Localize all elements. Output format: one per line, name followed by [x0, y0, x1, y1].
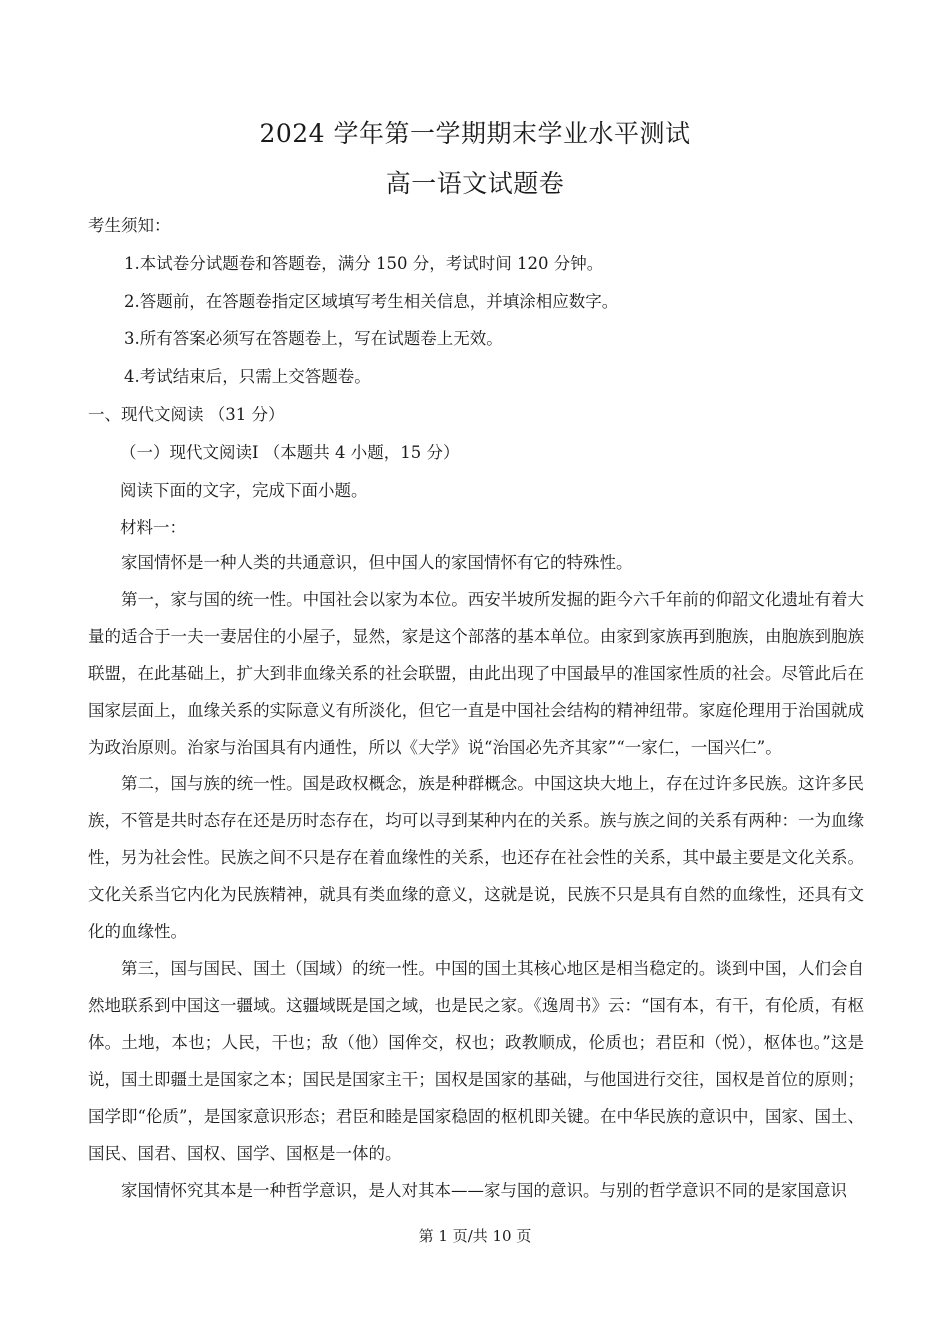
paragraph-second-point: 第二，国与族的统一性。国是政权概念，族是种群概念。中国这块大地上，存在过许多民族。这许多民族，不管是共时态存在还是历时态存在，均可以寻到某种内在的关系。族与族之间的关系有两种：一为血缘性，另为社会性。民族之间不只是存在着血缘性的关系，也还存在社会性的关系，其中最主要是文化关系。文化关系当它内化为民族精神，就具有类血缘的意义，这就是说，民族不只是具有自然的血缘性，还具有文化的血缘性。 [88, 774, 864, 941]
notice-heading: 考生须知： [88, 216, 171, 235]
notice-item-1: 1.本试卷分试题卷和答题卷，满分 150 分，考试时间 120 分钟。 [124, 254, 604, 273]
reading-instruction: 阅读下面的文字，完成下面小题。 [120, 481, 368, 500]
material-label: 材料一： [120, 518, 186, 537]
section-heading: 一、现代文阅读 （31 分） [88, 405, 285, 424]
paragraph-first-point: 第一，家与国的统一性。中国社会以家为本位。西安半坡所发掘的距今六千年前的仰韶文化遗址有着大量的适合于一夫一妻居住的小屋子，显然，家是这个部落的基本单位。由家到家族再到胞族，由胞族到胞族联盟，在此基础上，扩大到非血缘关系的社会联盟，由此出现了中国最早的准国家性质的社会。尽管此后在国家层面上，血缘关系的实际意义有所淡化，但它一直是中国社会结构的精神纽带。家庭伦理用于治国就成为政治原则。治家与治国具有内通性，所以《大学》说“治国必先齐其家”“一家仁，一国兴仁”。 [88, 590, 864, 757]
section-subheading: （一）现代文阅读Ⅰ （本题共 4 小题，15 分） [120, 443, 460, 462]
notice-item-4: 4.考试结束后，只需上交答题卷。 [124, 367, 371, 386]
exam-title: 2024 学年第一学期期末学业水平测试 [259, 119, 691, 148]
page-number: 第 1 页/共 10 页 [418, 1227, 532, 1245]
paragraph-intro: 家国情怀是一种人类的共通意识，但中国人的家国情怀有它的特殊性。 [121, 553, 633, 572]
exam-subtitle: 高一语文试题卷 [385, 169, 565, 198]
paragraph-third-point: 第三，国与国民、国土（国域）的统一性。中国的国土其核心地区是相当稳定的。谈到中国，人们会自然地联系到中国这一疆域。这疆域既是国之域，也是民之家。《逸周书》云：“国有本，有干，有伦质，有枢体。土地，本也；人民，干也；敌（他）国侔交，权也；政教顺成，伦质也；君臣和（悦），枢体也。”这是说，国土即疆土是国家之本；国民是国家主干；国权是国家的基础，与他国进行交往，国权是首位的原则；国学即“伦质”，是国家意识形态；君臣和睦是国家稳固的枢机即关键。在中华民族的意识中，国家、国土、国民、国君、国权、国学、国枢是一体的。 [88, 959, 864, 1163]
paragraph-conclusion: 家国情怀究其本是一种哲学意识，是人对其本——家与国的意识。与别的哲学意识不同的是家国意识 [121, 1181, 847, 1200]
notice-item-2: 2.答题前，在答题卷指定区域填写考生相关信息，并填涂相应数字。 [124, 292, 619, 311]
notice-item-3: 3.所有答案必须写在答题卷上，写在试题卷上无效。 [124, 329, 503, 348]
